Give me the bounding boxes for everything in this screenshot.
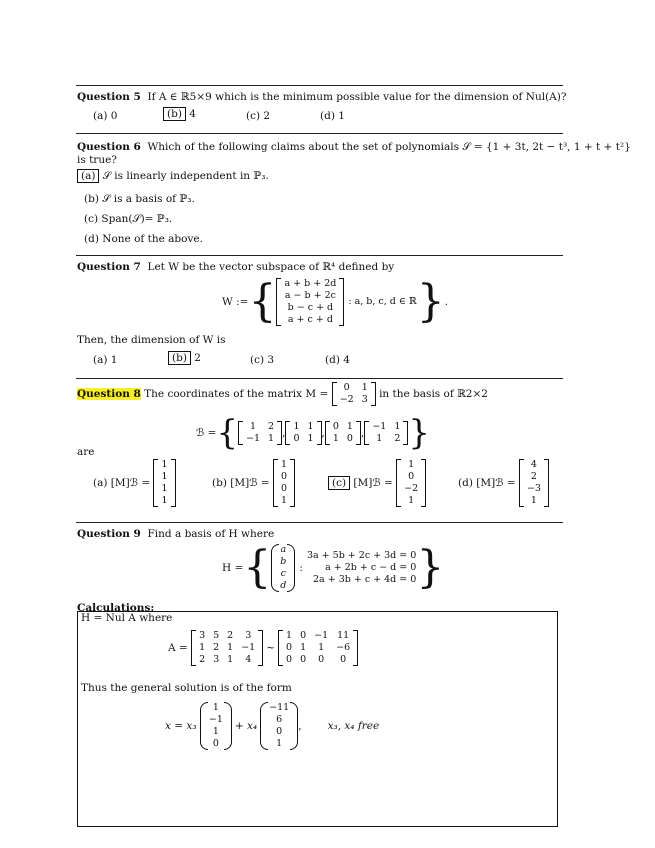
q6-stem: [77, 141, 631, 154]
r-entry: 0: [286, 642, 293, 653]
basis-matrix-4: [364, 421, 408, 445]
q8-option-d[interactable]: [458, 459, 549, 507]
vec-entry: 1: [161, 459, 168, 470]
q8-option-c-vector: [396, 459, 426, 507]
vec-entry: 1: [161, 483, 168, 494]
v2-entry: 6: [276, 714, 283, 725]
q6-text: Which of the following claims about the set of polynomials 𝒮 = {1 + 3t, 2t − t³, 1 + t + t²}: [147, 141, 631, 153]
basis-entry: 1: [307, 433, 314, 444]
q7-option-c[interactable]: (c) 3: [250, 354, 275, 366]
q9-vector: [271, 544, 295, 592]
vec-entry: 1: [161, 495, 168, 506]
m-entry: 1: [361, 382, 368, 393]
q8-option-b-vector: [273, 459, 295, 507]
basis-matrix-3: [325, 421, 361, 445]
q8-text-a: The coordinates of the matrix M =: [144, 388, 329, 400]
basis-entry: 1: [332, 433, 339, 444]
q7-vec-entry: a + c + d: [287, 313, 333, 325]
q6-label: Question 6: [77, 141, 141, 153]
equation: 3a + 5b + 2c + 3d = 0: [306, 549, 417, 561]
r-entry: 11: [337, 630, 350, 641]
matrix-a: [191, 630, 263, 666]
q6-option-b[interactable]: (b) 𝒮 is a basis of ℙ₃.: [84, 193, 195, 205]
q8-matrix-m: [332, 382, 376, 406]
q7-vector: [276, 278, 344, 326]
q6-text2: is true?: [77, 154, 117, 166]
q9-set-definition: H = { a b c d : 3a + 5b + 2c + 3d = 0 a + 2b + c − d = 0 2a + 3b + c + 4d = 0 }: [222, 542, 445, 593]
basis-entry: 2: [394, 433, 401, 444]
q7-set-definition: W := { a + b + 2d a − b + 2c b − c + d a + c + d : a, b, c, d ∈ ℝ } .: [222, 276, 449, 327]
vec-entry: 0: [280, 471, 287, 482]
plus-x4: + x₄: [234, 720, 258, 732]
q5-option-c[interactable]: (c) 2: [246, 110, 271, 122]
r-entry: −6: [336, 642, 351, 653]
a-entry: 2: [213, 642, 220, 653]
q5-option-b-label: (b): [163, 107, 186, 121]
basis-entry: 1: [376, 433, 383, 444]
vec-entry: 1: [161, 471, 168, 482]
q5-label: Question 5: [77, 91, 141, 103]
q5-option-d[interactable]: (d) 1: [320, 110, 345, 122]
q7-label: Question 7: [77, 261, 141, 273]
vec-entry: −3: [526, 483, 541, 494]
q8-option-c-lhs: [M]ℬ =: [353, 477, 393, 489]
a-entry: 2: [227, 630, 234, 641]
m-entry: 3: [361, 394, 368, 405]
q6-option-c[interactable]: (c) Span(𝒮)= ℙ₃.: [84, 213, 173, 225]
vec-entry: 1: [408, 459, 415, 470]
basis-entry: 1: [394, 421, 401, 432]
q7-option-b[interactable]: [168, 352, 201, 364]
basis-entry: 1: [307, 421, 314, 432]
a-entry: −1: [241, 642, 256, 653]
r-entry: 1: [318, 642, 325, 653]
q9-label: Question 9: [77, 528, 141, 540]
q8-basis: ℬ = { 1 2 −1 1 , 1 1 0 1 , 0 1 1 0 , −1 1 1 2 }: [196, 413, 431, 453]
tilde: ∼: [266, 642, 276, 654]
v2-entry: −11: [269, 702, 290, 713]
q7-condition: : a, b, c, d ∈ ℝ: [348, 296, 417, 307]
v1-entry: −1: [208, 714, 223, 725]
rule-q8: [76, 378, 563, 379]
free-vars: x₃, x₄ free: [327, 720, 380, 732]
a-entry: 4: [245, 654, 252, 665]
q5-option-b[interactable]: [163, 108, 196, 120]
r-entry: 1: [286, 630, 293, 641]
calc-row-reduction: [168, 630, 358, 666]
vec-entry: c: [280, 567, 286, 579]
right-brace: }: [408, 413, 431, 453]
m-entry: 0: [343, 382, 350, 393]
q6-option-d[interactable]: (d) None of the above.: [84, 233, 203, 245]
basis-entry: 0: [332, 421, 339, 432]
vec-entry: 2: [530, 471, 537, 482]
q9-h-lhs: H =: [222, 561, 244, 574]
left-brace: {: [216, 413, 239, 453]
r-entry: 0: [300, 630, 307, 641]
q8-stem: [77, 382, 488, 406]
rule-q7: [76, 255, 563, 256]
basis-entry: −1: [246, 433, 261, 444]
q5-stem: [77, 91, 567, 103]
v2-entry: 1: [276, 738, 283, 749]
vector-v2: [260, 702, 298, 750]
q8-option-a-label: (a) [M]ℬ =: [93, 477, 151, 489]
q7-option-b-value: 2: [194, 352, 201, 364]
q8-option-b-label: (b) [M]ℬ =: [212, 477, 270, 489]
q7-option-d[interactable]: (d) 4: [325, 354, 350, 366]
q8-basis-lhs: ℬ =: [196, 427, 217, 439]
rule-q9: [76, 522, 563, 523]
q8-option-d-label: (d) [M]ℬ =: [458, 477, 516, 489]
basis-entry: 1: [268, 433, 275, 444]
basis-entry: 1: [293, 421, 300, 432]
v1-entry: 1: [212, 702, 219, 713]
q9-stem: [77, 528, 274, 540]
q8-text-b: in the basis of ℝ2×2: [379, 388, 488, 400]
q7-text: Let W be the vector subspace of ℝ⁴ defined by: [147, 261, 395, 273]
a-entry: 3: [245, 630, 252, 641]
left-brace: {: [248, 276, 277, 327]
a-entry: 3: [213, 654, 220, 665]
q7-option-b-label: (b): [168, 351, 191, 365]
a-entry: 1: [199, 642, 206, 653]
right-brace: }: [416, 542, 445, 593]
vec-entry: d: [280, 579, 287, 591]
rule-q5: [76, 85, 563, 86]
q9-equations: [307, 550, 416, 586]
vec-entry: 1: [530, 495, 537, 506]
basis-matrix-2: [285, 421, 321, 445]
q8-option-b[interactable]: [212, 459, 295, 507]
q5-text: If A ∈ ℝ5×9 which is the minimum possible value for the dimension of Nul(A)?: [147, 91, 567, 103]
r-entry: 0: [340, 654, 347, 665]
equation: a + 2b + c − d = 0: [325, 561, 417, 573]
r-entry: 0: [300, 654, 307, 665]
left-brace: {: [243, 542, 272, 593]
vec-entry: 4: [530, 459, 537, 470]
right-brace: }: [416, 276, 445, 327]
v1-entry: 0: [212, 738, 219, 749]
basis-matrix-1: [238, 421, 282, 445]
rule-q6: [76, 133, 563, 134]
q9-text: Find a basis of H where: [147, 528, 275, 540]
basis-entry: 0: [293, 433, 300, 444]
q5-option-b-value: 4: [189, 108, 196, 120]
q8-label: Question 8: [77, 388, 141, 400]
q7-then: Then, the dimension of W is: [77, 334, 226, 346]
q7-vec-entry: b − c + d: [287, 301, 334, 313]
q7-vec-entry: a + b + 2d: [284, 277, 337, 289]
q8-option-a[interactable]: [93, 459, 176, 507]
basis-entry: 0: [346, 433, 353, 444]
vec-entry: 0: [280, 483, 287, 494]
basis-entry: 1: [346, 421, 353, 432]
r-entry: −1: [314, 630, 329, 641]
general-solution-text: Thus the general solution is of the form: [81, 682, 292, 694]
a-entry: 5: [213, 630, 220, 641]
q7-stem: [77, 261, 394, 273]
q6-option-a-text: 𝒮 is linearly independent in ℙ₃.: [102, 170, 269, 182]
q8-option-c[interactable]: [328, 459, 426, 507]
matrix-rref: [278, 630, 358, 666]
basis-entry: −1: [372, 421, 387, 432]
a-lhs: A =: [168, 642, 188, 654]
vec-entry: 0: [408, 471, 415, 482]
vec-entry: 1: [280, 495, 287, 506]
q5-option-a[interactable]: (a) 0: [93, 110, 118, 122]
r-entry: 1: [300, 642, 307, 653]
x-lhs: x = x₃: [165, 720, 197, 732]
v1-entry: 1: [212, 726, 219, 737]
q6-option-a[interactable]: [77, 170, 269, 183]
basis-entry: 2: [268, 421, 275, 432]
q8-are: are: [77, 446, 95, 458]
q8-option-c-label: (c): [328, 476, 350, 490]
vec-entry: a: [280, 543, 287, 555]
q7-vec-entry: a − b + 2c: [284, 289, 336, 301]
q8-option-a-vector: [153, 459, 175, 507]
q7-option-a[interactable]: (a) 1: [93, 354, 118, 366]
equation: 2a + 3b + c + 4d = 0: [312, 573, 417, 585]
vec-entry: 1: [280, 459, 287, 470]
r-entry: 0: [286, 654, 293, 665]
calc-label: Calculations:: [77, 602, 155, 614]
vec-entry: b: [280, 555, 287, 567]
calc-line1: H = Nul A where: [81, 612, 173, 624]
r-entry: 0: [318, 654, 325, 665]
q8-option-d-vector: [519, 459, 549, 507]
a-entry: 2: [199, 654, 206, 665]
a-entry: 1: [227, 642, 234, 653]
q7-w-lhs: W :=: [222, 295, 249, 308]
v2-entry: 0: [276, 726, 283, 737]
a-entry: 1: [227, 654, 234, 665]
a-entry: 3: [199, 630, 206, 641]
general-solution: x = x₃ 1 −1 1 0 + x₄ −11 6 0 1 , x₃, x₄ free: [165, 702, 380, 749]
basis-entry: 1: [250, 421, 257, 432]
vec-entry: 1: [408, 495, 415, 506]
vector-v1: [200, 702, 232, 750]
vec-entry: −2: [404, 483, 419, 494]
q6-option-a-label: (a): [77, 169, 99, 183]
m-entry: −2: [339, 394, 354, 405]
